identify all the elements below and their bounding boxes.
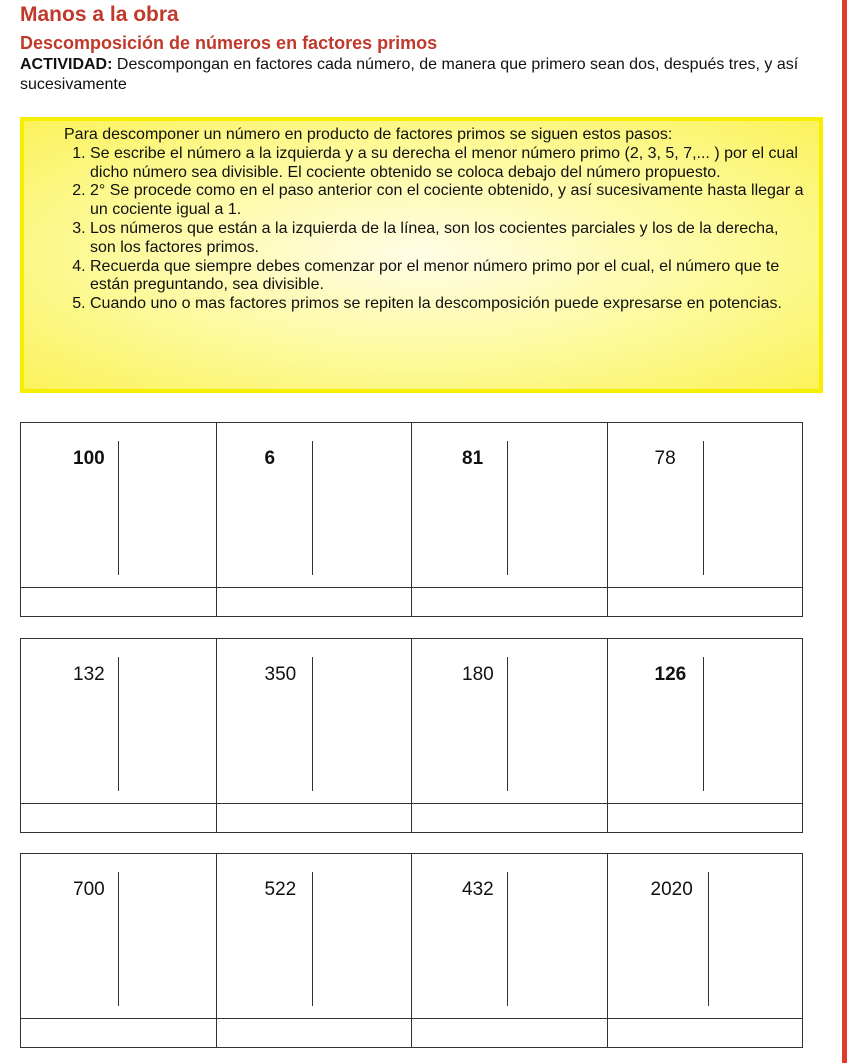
division-line <box>507 872 508 1006</box>
answer-field[interactable] <box>412 588 608 616</box>
exercise-number: 6 <box>264 448 276 469</box>
answer-field[interactable] <box>21 588 217 616</box>
division-line <box>507 657 508 791</box>
exercise-number: 350 <box>264 664 297 685</box>
activity-text: Descompongan en factores cada número, de manera que primero sean dos, después tres, y así sucesivamente <box>20 56 799 93</box>
exercise-cell <box>412 639 608 803</box>
division-line <box>118 657 119 791</box>
activity-instruction <box>20 55 810 95</box>
exercise-number: 700 <box>73 879 105 900</box>
division-line <box>118 441 119 575</box>
answer-field[interactable] <box>608 804 803 832</box>
instruction-step: 4. Recuerda que siempre debes comenzar por el menor número primo por el cual, el número que te están preguntando, sea divisible. <box>90 258 807 296</box>
answer-field[interactable] <box>412 804 608 832</box>
exercise-cell <box>21 423 217 587</box>
exercise-cell <box>21 854 217 1018</box>
answer-field[interactable] <box>21 804 217 832</box>
exercise-number: 432 <box>462 879 494 900</box>
exercise-cell <box>217 423 413 587</box>
exercise-number: 100 <box>73 448 105 469</box>
exercise-grid-2 <box>20 638 803 833</box>
exercise-number: 126 <box>654 664 687 685</box>
instructions-steps <box>42 145 807 314</box>
division-line <box>312 872 313 1006</box>
exercise-cell <box>217 854 413 1018</box>
exercise-number: 180 <box>462 664 494 685</box>
instructions-intro: Para descomponer un número en producto de factores primos se siguen estos pasos: <box>64 126 673 143</box>
exercise-cell <box>217 639 413 803</box>
exercise-grid-1 <box>20 422 803 617</box>
exercise-cell <box>412 423 608 587</box>
answer-field[interactable] <box>217 804 413 832</box>
instruction-step: 2. 2° Se procede como en el paso anterior con el cociente obtenido, y así sucesivamente hasta llegar a un cociente igual a 1. <box>90 182 807 220</box>
division-line <box>703 657 704 791</box>
page-subtitle: Descomposición de números en factores primos <box>20 33 438 53</box>
page-title: Manos a la obra <box>20 3 179 26</box>
exercise-number: 2020 <box>650 879 693 900</box>
answer-field[interactable] <box>21 1019 217 1047</box>
division-line <box>507 441 508 575</box>
exercise-number: 522 <box>264 879 297 900</box>
instruction-step: 3. Los números que están a la izquierda de la línea, son los cocientes parciales y los de la derecha, son los factores primos. <box>90 220 807 258</box>
exercise-cell <box>608 639 803 803</box>
answer-field[interactable] <box>217 1019 413 1047</box>
answer-field[interactable] <box>608 588 803 616</box>
division-line <box>703 441 704 575</box>
division-line <box>708 872 709 1006</box>
activity-label: ACTIVIDAD: <box>20 56 113 73</box>
exercise-grid-3 <box>20 853 803 1048</box>
division-line <box>312 657 313 791</box>
instruction-step: 5. Cuando uno o mas factores primos se repiten la descomposición puede expresarse en potencias. <box>90 295 807 314</box>
exercise-number: 81 <box>462 448 484 469</box>
division-line <box>118 872 119 1006</box>
exercise-cell <box>608 423 803 587</box>
right-edge-bar <box>842 0 847 1063</box>
exercise-number: 78 <box>654 448 676 469</box>
exercise-cell <box>412 854 608 1018</box>
answer-field[interactable] <box>412 1019 608 1047</box>
instructions-box <box>20 117 823 393</box>
instruction-step: 1. Se escribe el número a la izquierda y a su derecha el menor número primo (2, 3, 5, 7,... ) por el cual dicho número sea divisible. El cociente obtenido se coloca debajo del número propuesto. <box>90 145 807 183</box>
exercise-cell <box>21 639 217 803</box>
answer-field[interactable] <box>608 1019 803 1047</box>
exercise-number: 132 <box>73 664 105 685</box>
exercise-cell <box>608 854 803 1018</box>
answer-field[interactable] <box>217 588 413 616</box>
division-line <box>312 441 313 575</box>
